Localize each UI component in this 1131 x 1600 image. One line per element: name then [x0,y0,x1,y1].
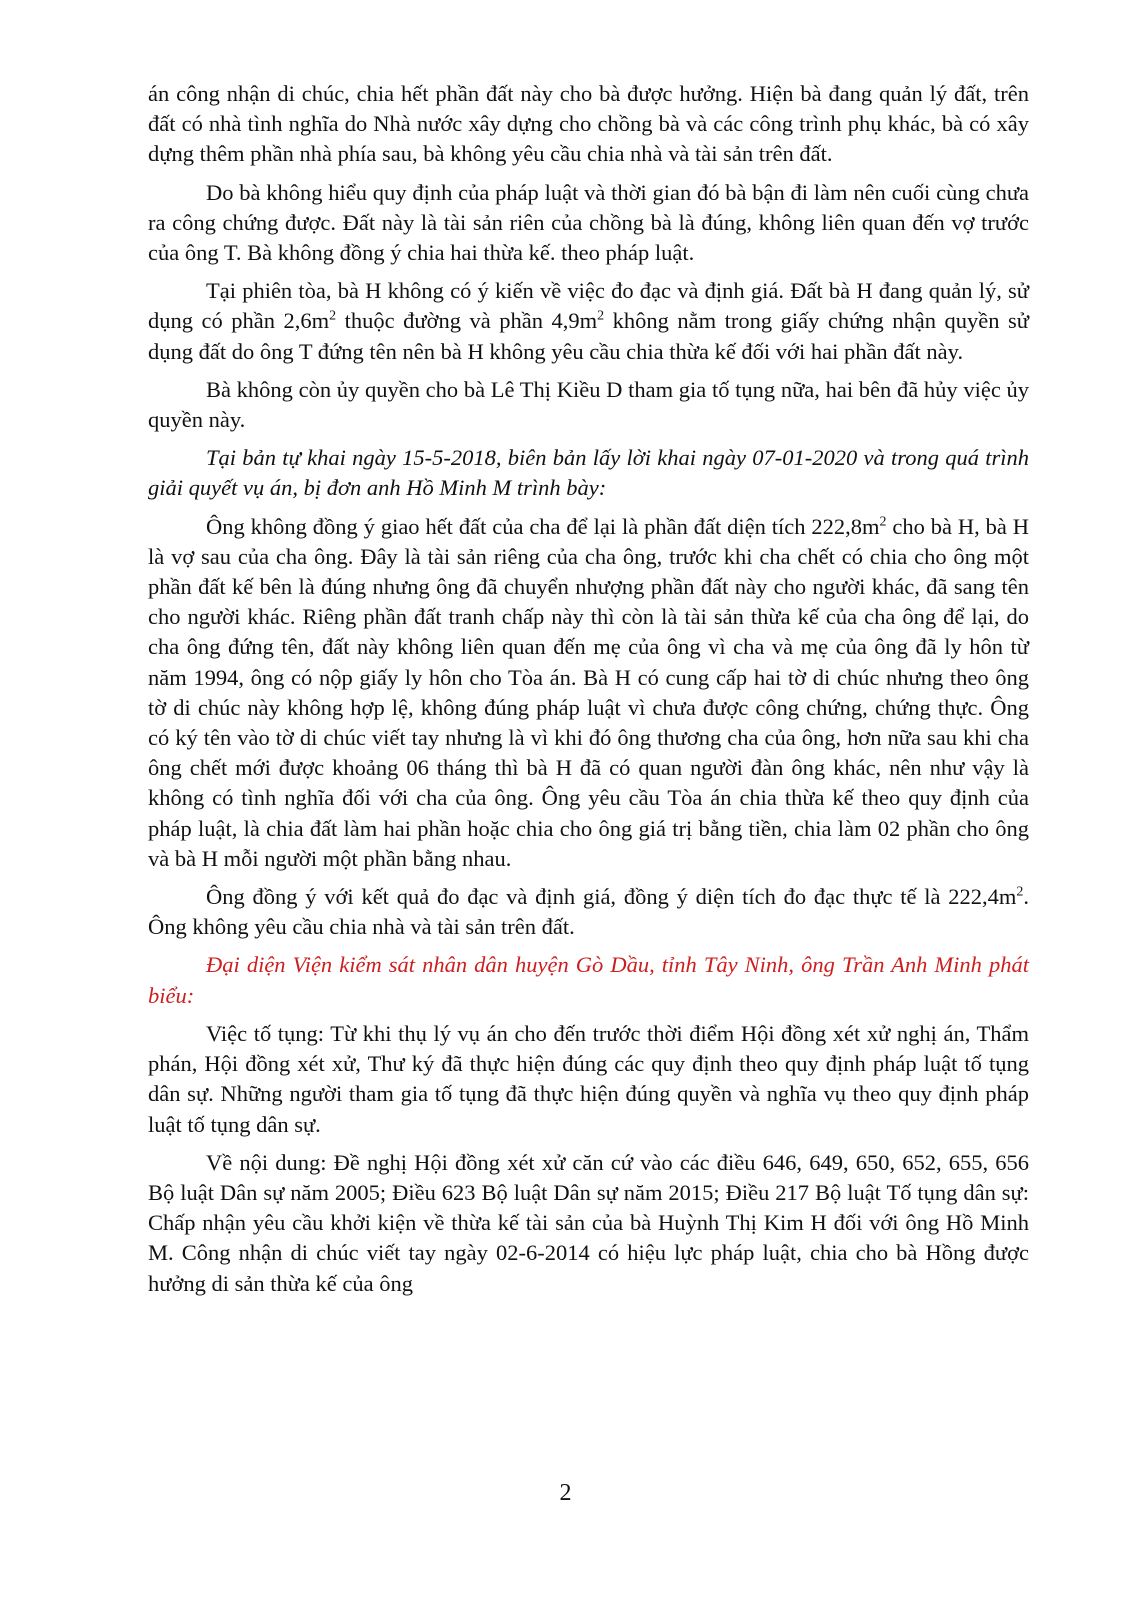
paragraph-2: Do bà không hiểu quy định của pháp luật và thời gian đó bà bận đi làm nên cuối cùng chưa ra công chứng được. Đất này là tài sản riên của chồng bà là đúng, không liên quan đến vợ trước của ông T. Bà không đồng ý chia hai thừa kế. theo pháp luật. [148,179,1029,266]
paragraph-7: Ông đồng ý với kết quả đo đạc và định giá, đồng ý diện tích đo đạc thực tế là $222,4m^2$. Ông không yêu cầu chia nhà và tài sản trên đất. [148,884,1029,940]
paragraph-4: Bà không còn ủy quyền cho bà Lê Thị Kiều D tham gia tố tụng nữa, hai bên đã hủy việc ủy quyền này. [148,376,1029,433]
paragraph-1: án công nhận di chúc, chia hết phần đất này cho bà được hưởng. Hiện bà đang quản lý đất, trên đất có nhà tình nghĩa do Nhà nước xây dựng cho chồng bà và các công trình phụ khác, bà có xây dựng thêm phần nhà phía sau, bà không yêu cầu chia nhà và tài sản trên đất. [148,81,1029,167]
procuracy-heading: Đại diện Viện kiểm sát nhân dân huyện Gò Dầu, tỉnh Tây Ninh, ông Trần Anh Minh phát biểu: [148,952,1029,1008]
defendant-statement-heading: Tại bản tự khai ngày 15-5-2018, biên bản lấy lời khai ngày 07-01-2020 và trong quá trình giải quyết vụ án, bị đơn anh Hồ Minh M trình bày: [148,445,1029,501]
document-body [148,79,1029,1307]
superscript: 2 [879,514,887,530]
page-number: 2 [559,1480,572,1506]
paragraph-10: Về nội dung: Đề nghị Hội đồng xét xử căn cứ vào các điều 646, 649, 650, 652, 655, 656 Bộ luật Dân sự năm 2005; Điều 623 Bộ luật Dân sự năm 2015; Điều 217 Bộ luật Tố tụng dân sự: Chấp nhận yêu cầu khởi kiện về thừa kế tài sản của bà Huỳnh Thị Kim H đối với ông Hồ Minh M. Công nhận di chúc viết tay ngày 02-6-2014 có hiệu lực pháp luật, chia cho bà Hồng được hưởng di sản thừa kế của ông [148,1149,1029,1296]
superscript: 2 [1016,884,1024,900]
paragraph-6: Ông không đồng ý giao hết đất của cha để lại là phần đất diện tích $222,8m^2$ cho bà H, bà H là vợ sau của cha ông. Đây là tài sản riêng của cha ông, trước khi cha chết có chia cho ông một phần đất kế bên là đúng nhưng ông đã chuyển nhượng phần đất này cho người khác, đã sang tên cho người khác. Riêng phần đất tranh chấp này thì còn là tài sản thừa kế của cha ông để lại, do cha ông đứng tên, đất này không liên quan đến mẹ của ông vì cha và mẹ của ông đã ly hôn từ năm 1994, ông có nộp giấy ly hôn cho Tòa án. Bà H có cung cấp hai tờ di chúc nhưng theo ông tờ di chúc này không hợp lệ, không đúng pháp luật vì chưa được công chứng, chứng thực. Ông có ký tên vào tờ di chúc viết tay nhưng là vì khi đó ông thương cha của ông, hơn nữa sau khi cha ông chết mới được khoảng 06 tháng thì bà H đã có quan người đàn ông khác, nên như vậy là không có tình nghĩa đối với cha của ông. Ông yêu cầu Tòa án chia thừa kế theo quy định của pháp luật, là chia đất làm hai phần hoặc chia cho ông giá trị bằng tiền, chia làm 02 phần cho ông và bà H mỗi người một phần bằng nhau. [148,513,1029,871]
paragraph-9: Việc tố tụng: Từ khi thụ lý vụ án cho đến trước thời điểm Hội đồng xét xử nghị án, Thẩm phán, Hội đồng xét xử, Thư ký đã thực hiện đúng các quy định theo quy định pháp luật tố tụng dân sự. Những người tham gia tố tụng đã thực hiện đúng quyền và nghĩa vụ theo quy định pháp luật tố tụng dân sự. [148,1020,1029,1137]
paragraph-3: Tại phiên tòa, bà H không có ý kiến về việc đo đạc và định giá. Đất bà H đang quản lý, sử dụng có phần $2,6m^2$ thuộc đường và phần $4,9m^2$ không nằm trong giấy chứng nhận quyền sử dụng đất do ông T đứng tên nên bà H không yêu cầu chia thừa kế đối với hai phần đất này. [148,278,1029,364]
superscript: 2 [329,308,337,324]
superscript: 2 [597,308,605,324]
